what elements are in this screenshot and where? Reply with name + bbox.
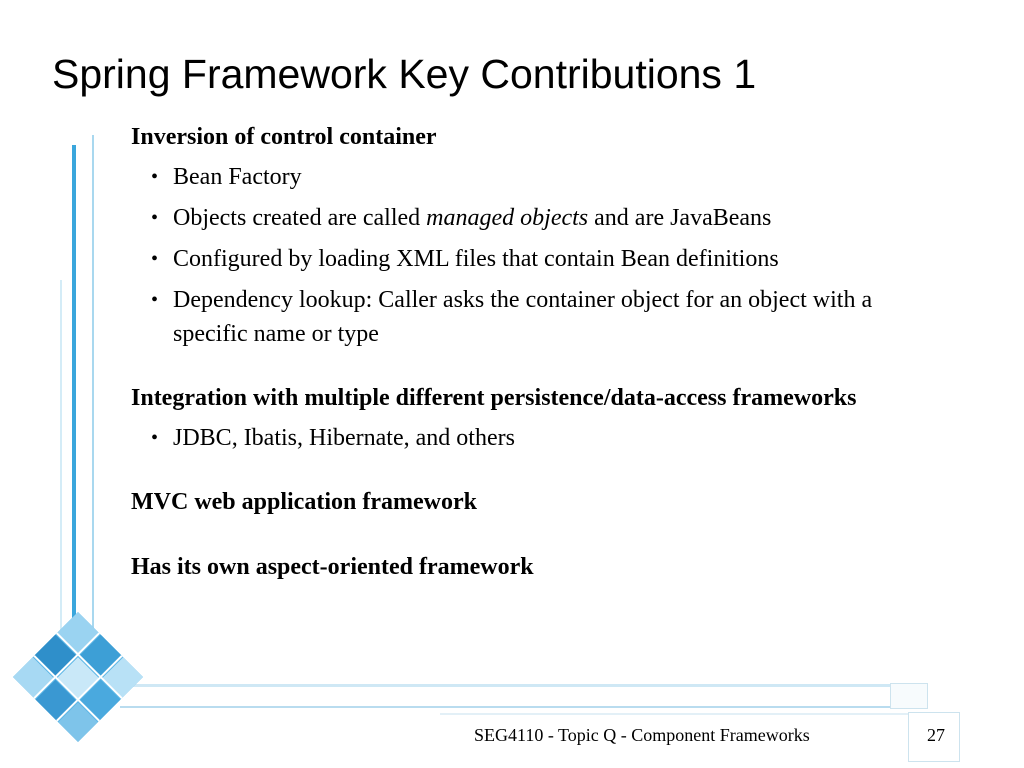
decor-left-bar <box>72 145 76 665</box>
decor-left-bar-thin <box>92 135 94 675</box>
decor-bottom-rule <box>120 684 928 687</box>
slide-title: Spring Framework Key Contributions 1 <box>52 51 757 97</box>
list-item <box>131 160 951 194</box>
bullet-text: Objects created are called <box>173 205 427 231</box>
bullet-icon: • <box>151 289 159 311</box>
bullet-text: JDBC, Ibatis, Hibernate, and others <box>173 425 515 451</box>
section-persistence <box>131 381 951 455</box>
section-heading: Integration with multiple different persistence/data-access frameworks <box>131 385 857 411</box>
diamond-logo-icon <box>8 605 148 745</box>
decor-left-bar-faint <box>60 280 62 660</box>
section-ioc <box>131 120 951 351</box>
bullet-icon: • <box>151 427 159 449</box>
decor-footer-rule <box>440 713 908 715</box>
section-heading: Has its own aspect-oriented framework <box>131 554 534 580</box>
decor-bottom-rule-2 <box>120 706 928 708</box>
section-aop <box>131 550 951 584</box>
list-item <box>131 201 951 235</box>
bullet-text: Bean Factory <box>173 164 302 190</box>
bullet-text: and are JavaBeans <box>588 205 772 231</box>
footer-course-title: SEG4110 - Topic Q - Component Frameworks <box>474 725 810 745</box>
list-item <box>131 242 951 276</box>
list-item <box>131 421 951 455</box>
bullet-text: Dependency lookup: Caller asks the container object for an object with a specific name or type <box>173 287 873 347</box>
bullet-text: Configured by loading XML files that contain Bean definitions <box>173 246 779 272</box>
bullet-list <box>131 160 951 351</box>
bullet-text-italic: managed objects <box>426 205 589 231</box>
bullet-icon: • <box>151 248 159 270</box>
section-heading: MVC web application framework <box>131 489 477 515</box>
bullet-icon: • <box>151 207 159 229</box>
slide-content <box>131 120 951 584</box>
section-heading: Inversion of control container <box>131 124 437 150</box>
section-mvc <box>131 485 951 519</box>
bullet-list <box>131 421 951 455</box>
decor-corner-box <box>890 683 928 709</box>
bullet-icon: • <box>151 166 159 188</box>
list-item <box>131 283 951 351</box>
page-number: 27 <box>927 725 945 745</box>
